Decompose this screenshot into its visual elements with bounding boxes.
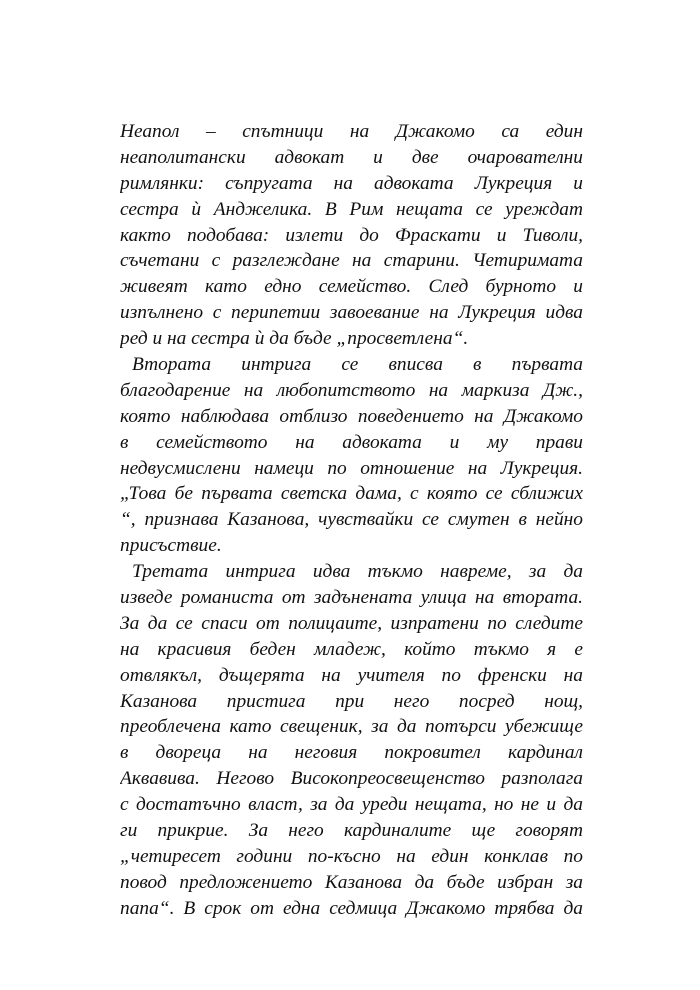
text-line: повод предложението Казанова да бъде избран за	[120, 871, 583, 893]
text-line: с достатъчно власт, за да уреди нещата, но не и да	[120, 794, 583, 816]
text-line: както подобава: излети до Фраскати и Тиволи,	[120, 224, 583, 246]
text-line: римлянки: съпругата на адвоката Лукреция и	[120, 172, 583, 194]
text-line: неаполитански адвокат и две очарователни	[120, 146, 583, 168]
text-line: отвлякъл, дъщерята на учителя по френски на	[120, 664, 583, 686]
text-line: Аквавива. Негово Високопреосвещенство разполага	[120, 768, 583, 790]
text-line: в двореца на неговия покровител кардинал	[120, 742, 583, 764]
text-line: „четиресет години по-късно на един конклав по	[120, 845, 583, 867]
text-line: в семейството на адвоката и му прави	[120, 431, 583, 453]
text-line: Неапол – спътници на Джакомо са един	[120, 121, 583, 142]
text-line: Втората интрига се вписва в първата	[132, 354, 583, 376]
text-line: сестра ѝ Анджелика. В Рим нещата се уреждат	[120, 198, 583, 220]
text-line: която наблюдава отблизо поведението на Джакомо	[120, 405, 583, 427]
text-line: благодарение на любопитството на маркиза Дж.,	[120, 379, 583, 401]
text-line: “, признава Казанова, чувствайки се смутен в нейно	[120, 509, 583, 531]
paragraph-1	[120, 119, 583, 352]
text-line: изпълнено с перипетии завоевание на Лукреция идва	[120, 302, 583, 324]
text-line: на красивия беден младеж, който тъкмо я е	[120, 638, 583, 660]
text-line: „Това бе първата светска дама, с която се сближих	[120, 483, 583, 505]
text-line: преоблечена като свещеник, за да потърси убежище	[120, 716, 583, 738]
text-line: Казанова пристига при него посред нощ,	[120, 690, 583, 712]
text-line: изведе романиста от задънената улица на втората.	[120, 587, 583, 609]
body-text	[120, 119, 583, 922]
text-line: ред и на сестра ѝ да бъде „просветлена“.	[120, 328, 469, 350]
paragraph-2	[120, 352, 583, 559]
text-line: ги прикрие. За него кардиналите ще говорят	[120, 820, 583, 842]
text-line: недвусмислени намеци по отношение на Лукреция.	[120, 457, 583, 479]
text-line: живеят като едно семейство. След бурното и	[120, 276, 583, 298]
text-line: присъствие.	[120, 535, 222, 557]
text-line: За да се спаси от полицаите, изпратени по следите	[120, 612, 583, 634]
text-line: съчетани с разглеждане на старини. Четиримата	[120, 250, 583, 272]
text-line: папа“. В срок от една седмица Джакомо трябва да	[120, 897, 583, 919]
paragraph-3	[120, 559, 583, 921]
text-line: Третата интрига идва тъкмо навреме, за да	[132, 561, 583, 583]
